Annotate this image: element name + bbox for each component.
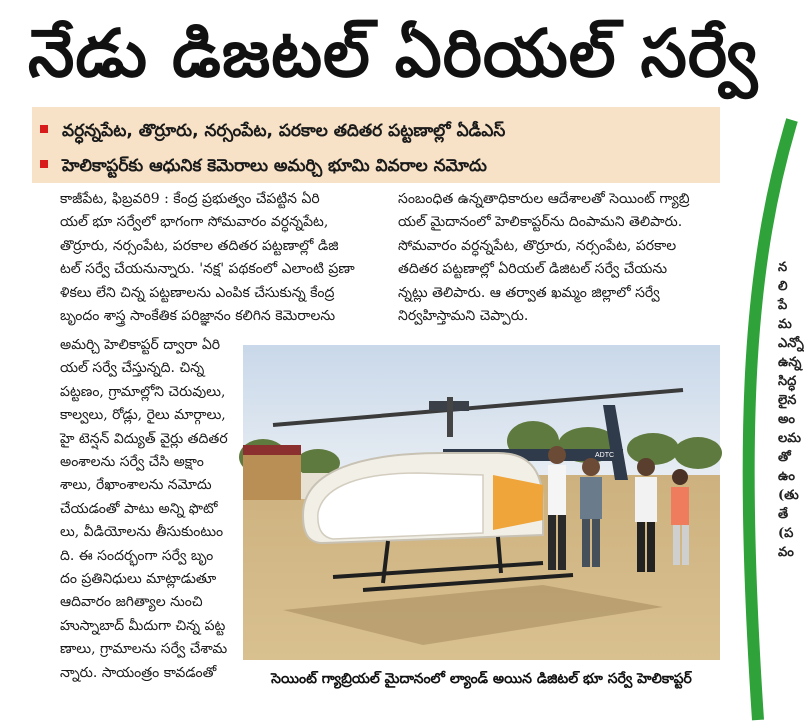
- text-line: హుస్నాబాద్ మీదుగా చిన్న పట్ట: [60, 617, 226, 634]
- text-line: కాల్వలు, రోడ్లు, రైలు మార్గాలు,: [60, 407, 226, 424]
- bullet-square: [40, 160, 48, 168]
- text-line: లు, వీడియోలను తీసుకుంటుం: [60, 524, 224, 541]
- text-line: న్నారు. సాయంత్రం కావడంతో: [60, 664, 217, 681]
- text-fragment: ఉన్న: [778, 355, 802, 370]
- article-column-2: [398, 188, 690, 328]
- helicopter-photo: [243, 345, 720, 660]
- text-line: సోమవారం వర్ధన్నపేట, తొర్రూరు, నర్సంపేట, పరకాల: [398, 237, 677, 254]
- article-column-1-bottom: [60, 334, 228, 685]
- article-column-1-top: [60, 188, 355, 328]
- text-line: తదితర పట్టణాల్లో ఏరియల్ డిజిటల్ సర్వే చేయను: [398, 261, 668, 278]
- text-fragment: తో: [778, 450, 791, 465]
- text-line: శాలు, రేఖాంశాలను నమోదు: [60, 477, 212, 494]
- text-line: న్నట్లు తెలిపారు. ఆ తర్వాత ఖమ్మం జిల్లాలో సర్వే: [398, 284, 660, 301]
- text-line: దం ప్రతినిధులు మాట్లాడుతూ: [60, 571, 217, 588]
- subhead-1: [40, 113, 505, 149]
- text-line: టల్ సర్వే చేయనున్నారు. 'నక్ష' పథకంలో ఎలాంటి ప్రణా: [60, 261, 355, 278]
- text-line: ఆదివారం జగిత్యాల నుంచి: [60, 594, 203, 611]
- text-fragment: ఉం: [778, 469, 795, 484]
- text-fragment: అం: [778, 412, 795, 427]
- text-fragment: లైన: [778, 393, 797, 408]
- text-line: ణాలు, గ్రామాలను సర్వే చేశామ: [60, 641, 228, 658]
- text-line: కాజీపేట, ఫిబ్రవరి9 : కేంద్ర ప్రభుత్వం చేపట్టిన ఏరి: [60, 191, 320, 207]
- text-fragment: (ప: [778, 526, 794, 541]
- text-line: అమర్చి హెలికాప్టర్ ద్వారా ఏరి: [60, 337, 221, 353]
- text-line: పట్టణం, గ్రామాల్లోని చెరువులు,: [60, 383, 226, 400]
- side-article-fragment: [778, 258, 804, 562]
- helicopter-illustration: [243, 345, 720, 660]
- text-fragment: లి: [778, 279, 788, 294]
- headline: నేడు డిజటల్ ఏరియల్ సర్వే: [28, 15, 759, 92]
- text-line: అంశాలను సర్వే చేసి అక్షాం: [60, 454, 204, 471]
- text-fragment: (తు: [778, 488, 799, 503]
- text-fragment: తే: [778, 507, 789, 522]
- text-line: యల్ మైదానంలో హెలికాప్టర్‌ను దింపామని తెలిపారు.: [398, 214, 683, 231]
- subhead-1-text: వర్ధన్నపేట, తొర్రూరు, నర్సంపేట, పరకాల తదితర పట్టణాల్లో ఏడీఎస్: [62, 121, 506, 141]
- text-fragment: పే: [778, 298, 788, 313]
- tail-text: ADTC: [595, 452, 615, 459]
- text-line: చేయడంతో పాటు అన్ని ఫొటో: [60, 500, 218, 517]
- text-line: ది. ఈ సందర్భంగా సర్వే బృం: [60, 547, 214, 564]
- text-line: యల్ భూ సర్వేలో భాగంగా సోమవారం వర్ధన్నపేట,: [60, 214, 329, 231]
- subhead-2: [40, 148, 487, 184]
- photo-caption: సెయింట్ గ్యాబ్రియల్ మైదానంలో ల్యాండ్ అయిన డిజిటల్ భూ సర్వే హెలికాప్టర్: [271, 671, 692, 687]
- text-line: సంబంధిత ఉన్నతాధికారుల ఆదేశాలతో సెయింట్ గ్యాబ్రి: [398, 191, 690, 207]
- text-fragment: ఎన్నో: [778, 336, 804, 351]
- text-line: తొర్రూరు, నర్సంపేట, పరకాల తదితర పట్టణాల్లో డిజి: [60, 237, 339, 254]
- text-fragment: మ: [778, 317, 792, 332]
- text-line: బృందం శాస్త్ర సాంకేతిక పరిజ్ఞానం కలిగిన కెమెరాలను: [60, 308, 336, 325]
- bullet-square: [40, 125, 48, 133]
- text-fragment: వం: [778, 545, 794, 560]
- text-fragment: సిద్ధ: [778, 374, 797, 389]
- text-line: ళికలు లేని చిన్న పట్టణాలను ఎంపిక చేసుకున్న కేంద్ర: [60, 284, 335, 301]
- subhead-2-text: హెలికాప్టర్‌కు ఆధునిక కెమెరాలు అమర్చి భూమి వివరాల నమోదు: [62, 156, 487, 176]
- text-fragment: లమ: [778, 431, 801, 446]
- text-line: హై టెన్షన్ విద్యుత్ వైర్లు తదితర: [60, 430, 228, 447]
- text-line: నిర్వహిస్తామని చెప్పారు.: [398, 308, 529, 325]
- text-line: యల్ సర్వే చేస్తున్నది. చిన్న: [60, 360, 205, 377]
- text-fragment: న: [778, 260, 788, 275]
